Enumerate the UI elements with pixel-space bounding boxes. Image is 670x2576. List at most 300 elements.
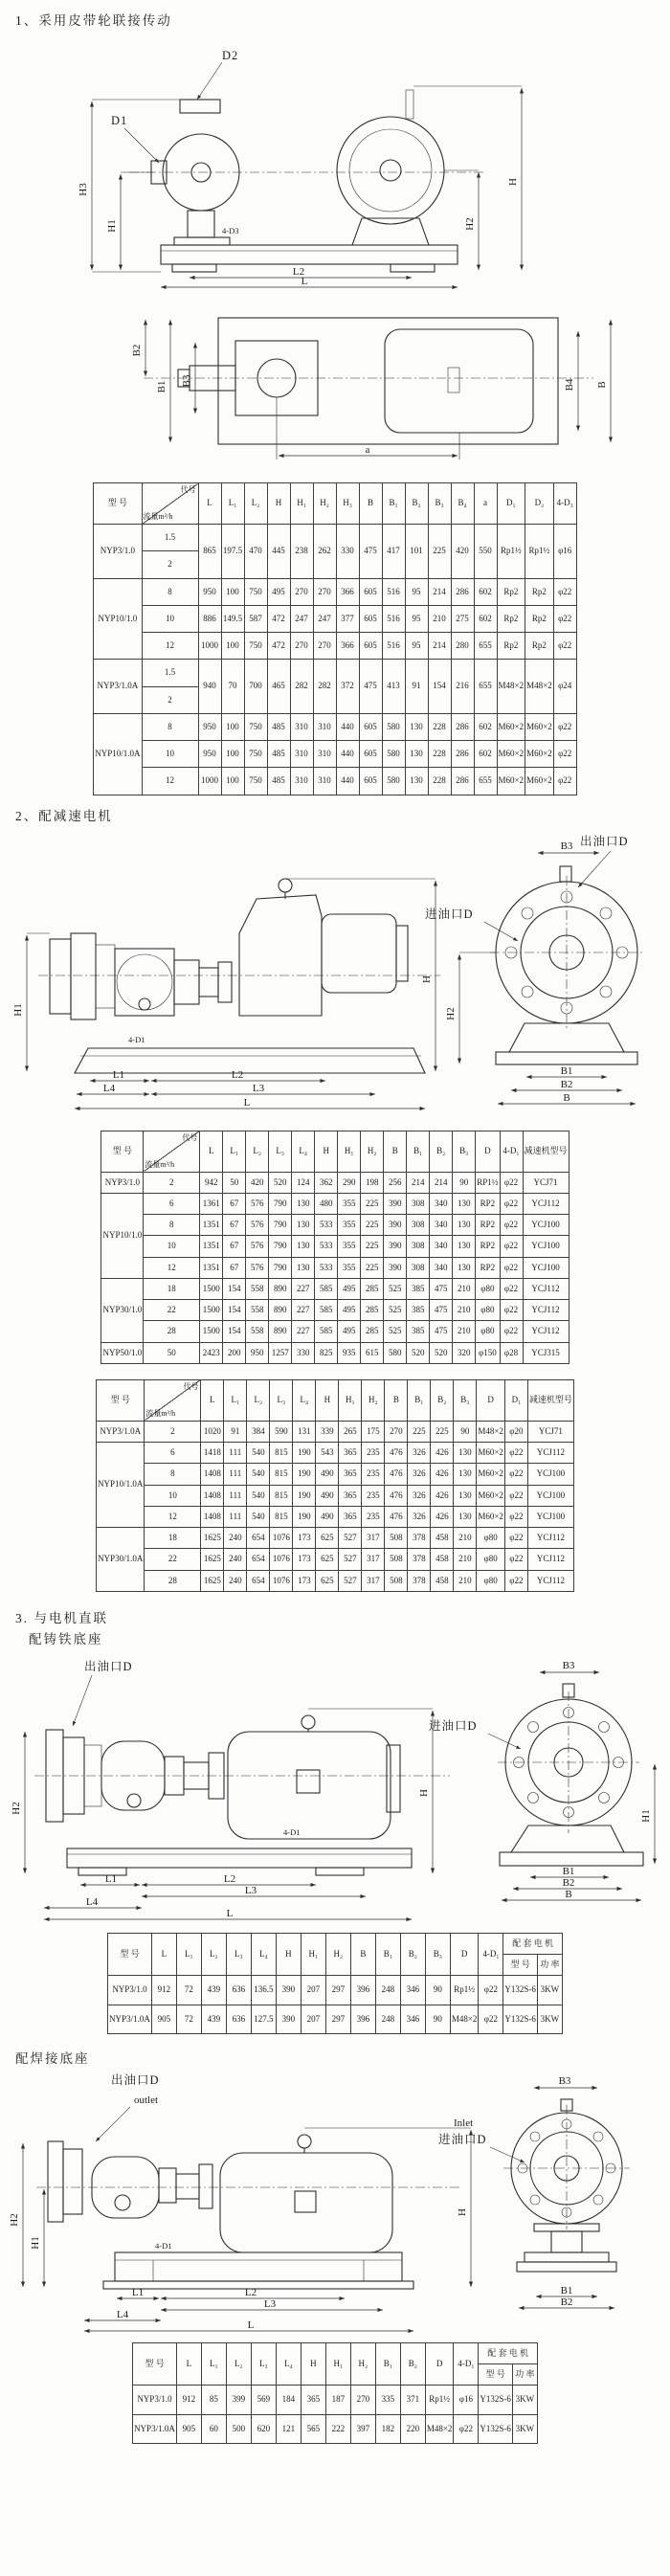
dim-label: H	[457, 2207, 468, 2216]
cell: 750	[244, 633, 267, 660]
model: NYP10/1.0A	[97, 1443, 145, 1528]
header-cell: H₁	[339, 1379, 362, 1421]
port-annotations	[429, 1718, 521, 1749]
header-cell: 减速机型号	[527, 1379, 573, 1421]
port-annotations	[438, 2117, 525, 2162]
cell: 270	[313, 633, 336, 660]
cell: 12	[142, 633, 198, 660]
cell: 154	[223, 1278, 246, 1299]
cell: 525	[384, 1300, 407, 1321]
header-cell: 4-D₃	[553, 483, 576, 525]
cell: 200	[223, 1342, 246, 1363]
cell: 270	[290, 578, 313, 605]
cell: 10	[145, 1485, 201, 1506]
cell: 100	[221, 633, 244, 660]
cell: 340	[430, 1193, 453, 1214]
cell: 90	[425, 1976, 450, 2005]
cell: 282	[313, 660, 336, 714]
table-row	[97, 1464, 574, 1485]
cell: φ22	[454, 2414, 479, 2443]
gear-reducer-motor	[239, 879, 408, 1016]
cell: 950	[198, 741, 221, 768]
cell: 130	[453, 1193, 476, 1214]
cell: Rp2	[525, 578, 554, 605]
cell: 540	[247, 1464, 270, 1485]
cell: 28	[145, 1570, 201, 1591]
cell: 70	[221, 660, 244, 714]
header-cell: 型 号	[479, 2364, 513, 2386]
cell: 286	[451, 713, 474, 740]
header-cell: B₁	[375, 1933, 400, 1976]
header-cell: L₂	[247, 1379, 270, 1421]
cell: 100	[221, 713, 244, 740]
cell: φ22	[504, 1506, 527, 1527]
cell: 439	[201, 1976, 226, 2005]
header-cell: B	[385, 1379, 408, 1421]
cell: 700	[244, 660, 267, 714]
table-row	[94, 633, 576, 660]
header-cell: L₁	[201, 2342, 226, 2386]
cell: 605	[359, 768, 382, 795]
model: NYP3/1.0A	[97, 1421, 145, 1442]
header-cell: B₂	[400, 2342, 425, 2386]
cell: 121	[276, 2414, 301, 2443]
cell: 225	[431, 1421, 454, 1442]
cell: φ22	[553, 741, 576, 768]
dim-label: B3	[560, 840, 573, 852]
cell: φ80	[476, 1300, 500, 1321]
header-cell: L₂	[244, 483, 267, 525]
header-cell: L₁	[221, 483, 244, 525]
cell: 550	[474, 525, 497, 579]
cell: 378	[408, 1570, 431, 1591]
welded-base-dimension-table	[132, 2342, 538, 2444]
diag-flow-label: 流量m³/h	[143, 512, 173, 521]
header-row	[94, 483, 576, 525]
cell: 227	[292, 1300, 315, 1321]
header-cell: H	[267, 483, 290, 525]
cell: φ24	[553, 660, 576, 714]
header-cell: L	[198, 483, 221, 525]
cell: 1408	[201, 1464, 224, 1485]
cell: 130	[454, 1464, 477, 1485]
dim-label: B2	[131, 344, 143, 357]
cell: 580	[382, 713, 405, 740]
cell: 173	[293, 1549, 316, 1570]
cell: 540	[247, 1443, 270, 1464]
cell: 214	[428, 578, 451, 605]
cell: 1.5	[142, 525, 198, 551]
base-plate	[67, 1848, 412, 1875]
cell: 390	[384, 1236, 407, 1257]
cell: M48×2	[425, 2414, 454, 2443]
model: NYP3/1.0	[101, 1172, 144, 1193]
cell: 67	[223, 1215, 246, 1236]
model: NYP3/1.0A	[133, 2414, 177, 2443]
cell: 18	[145, 1528, 201, 1549]
cell: 580	[382, 741, 405, 768]
cell: 655	[474, 660, 497, 714]
cell: 476	[385, 1485, 408, 1506]
cell: 935	[338, 1342, 361, 1363]
cell: 576	[246, 1215, 269, 1236]
cell: 1500	[200, 1321, 223, 1342]
holes-label: 4-D1	[155, 2240, 172, 2251]
cell: 130	[454, 1443, 477, 1464]
cell: 235	[362, 1485, 385, 1506]
outlet-label: 出油口D	[84, 1659, 133, 1673]
cell: 130	[292, 1215, 315, 1236]
cell: 1076	[270, 1549, 293, 1570]
cell: 355	[338, 1236, 361, 1257]
cell: 475	[359, 660, 382, 714]
cell: 60	[201, 2414, 226, 2443]
cell: 207	[301, 1976, 325, 2005]
cell: 1625	[201, 1549, 224, 1570]
table-row	[133, 2414, 538, 2443]
model: NYP10/1.0A	[94, 713, 142, 795]
cell: 355	[338, 1193, 361, 1214]
cell: 3KW	[512, 2414, 537, 2443]
cell: M60×2	[477, 1464, 505, 1485]
header-cell: B₁	[382, 483, 405, 525]
cell: 111	[224, 1443, 247, 1464]
table-row	[108, 1976, 563, 2005]
cell: 384	[247, 1421, 270, 1442]
header-cell: L₁	[176, 1933, 201, 1976]
cell: 585	[315, 1321, 338, 1342]
cell: Rp1½	[450, 1976, 479, 2005]
cell: 1351	[200, 1236, 223, 1257]
inlet-label: 进油口D	[429, 1718, 478, 1733]
cell: 247	[313, 605, 336, 632]
cell: 390	[276, 2005, 301, 2033]
cell: 235	[362, 1506, 385, 1527]
dim-label: B	[565, 1888, 572, 1900]
cell: 602	[474, 713, 497, 740]
cell: 326	[408, 1443, 431, 1464]
cell: 377	[336, 605, 359, 632]
dimension-lines	[12, 879, 436, 1109]
cell: 420	[246, 1172, 269, 1193]
dim-label: H1	[12, 1002, 24, 1017]
holes-label: 4-D1	[128, 1034, 145, 1044]
header-cell: B₃	[454, 1379, 477, 1421]
cell: 520	[269, 1172, 292, 1193]
table-row	[101, 1193, 569, 1214]
cell: YCJ112	[523, 1321, 569, 1342]
drawing-welded-base-views	[0, 2069, 670, 2333]
table-row	[133, 2386, 538, 2414]
cell: 198	[361, 1172, 384, 1193]
header-cell: H	[316, 1379, 339, 1421]
cell: 248	[375, 2005, 400, 2033]
cell: 1.5	[142, 660, 198, 686]
cell: 190	[293, 1506, 316, 1527]
header-cell: L₃	[270, 1379, 293, 1421]
cell: 485	[267, 768, 290, 795]
cell: 22	[145, 1549, 201, 1570]
catalog-page	[0, 10, 670, 2576]
cell: 8	[144, 1215, 200, 1236]
cell: φ22	[504, 1464, 527, 1485]
cell: 440	[336, 741, 359, 768]
outlet-label-cn: 出油口D	[111, 2072, 160, 2087]
model: NYP3/1.0A	[94, 660, 142, 714]
cell: 285	[361, 1278, 384, 1299]
cell: 355	[338, 1215, 361, 1236]
holes-label: 4-D1	[283, 1826, 301, 1837]
cell: M48×2	[497, 660, 525, 714]
cell: 270	[290, 633, 313, 660]
drawing-belt-drive-top-view	[0, 291, 670, 473]
cell: 270	[313, 578, 336, 605]
cell: φ22	[553, 768, 576, 795]
cell: 413	[382, 660, 405, 714]
cell: 10	[142, 741, 198, 768]
dim-label: B1	[560, 2284, 573, 2296]
cell: 2	[142, 686, 198, 713]
cell: φ22	[479, 2005, 503, 2033]
header-cell: 配 套 电 机	[503, 1933, 563, 1954]
cell: Rp1½	[497, 525, 525, 579]
cell: 476	[385, 1464, 408, 1485]
cell: φ80	[476, 1278, 500, 1299]
cell: 605	[359, 741, 382, 768]
dim-label: D1	[111, 114, 128, 127]
cell: 28	[144, 1321, 200, 1342]
cell: 654	[247, 1570, 270, 1591]
cell: 508	[385, 1570, 408, 1591]
cell: 95	[405, 578, 428, 605]
cell: 485	[267, 741, 290, 768]
table-row	[101, 1278, 569, 1299]
header-cell: 减速机型号	[523, 1131, 569, 1172]
cell: 365	[339, 1506, 362, 1527]
plan-outline	[178, 318, 558, 444]
cell: φ22	[553, 578, 576, 605]
header-cell: D	[450, 1933, 479, 1976]
cell: 495	[338, 1321, 361, 1342]
dim-label: L	[247, 2318, 255, 2331]
cell: φ16	[454, 2386, 479, 2414]
cell: 371	[400, 2386, 425, 2414]
dim-label: H1	[106, 219, 118, 233]
cell: φ80	[477, 1528, 505, 1549]
cell: 590	[270, 1421, 293, 1442]
section-4-title: 配焊接底座	[15, 2050, 90, 2066]
cell: M60×2	[497, 713, 525, 740]
cell: YCJ100	[523, 1215, 569, 1236]
model: NYP3/1.0A	[108, 2005, 152, 2033]
cell: 750	[244, 768, 267, 795]
model: NYP3/1.0	[108, 1976, 152, 2005]
header-cell: D₁	[497, 483, 525, 525]
dim-label: H2	[9, 2213, 20, 2227]
cell: 472	[267, 605, 290, 632]
cell: 50	[223, 1172, 246, 1193]
dim-label: L4	[116, 2308, 129, 2320]
header-cell: D	[425, 2342, 454, 2386]
cell: 149.5	[221, 605, 244, 632]
cell: M60×2	[477, 1506, 505, 1527]
cell: 912	[176, 2386, 201, 2414]
cell: 101	[405, 525, 428, 579]
cell: 18	[144, 1278, 200, 1299]
cell: 1625	[201, 1528, 224, 1549]
header-cell: H₃	[336, 483, 359, 525]
cell: 12	[142, 768, 198, 795]
dim-label: B	[563, 1091, 570, 1104]
end-view-dimensions	[502, 1660, 655, 1900]
cell: 310	[313, 768, 336, 795]
cell: 950	[198, 578, 221, 605]
cell: 330	[292, 1342, 315, 1363]
cell: 290	[338, 1172, 361, 1193]
dim-label: H2	[464, 217, 476, 231]
cell: 111	[224, 1485, 247, 1506]
cell: 439	[201, 2005, 226, 2033]
table-row	[94, 768, 576, 795]
cell: 815	[270, 1506, 293, 1527]
section-3-title-line2: 配铸铁底座	[29, 1631, 103, 1646]
dim-label: H2	[445, 1006, 457, 1020]
cell: M48×2	[525, 660, 554, 714]
cell: Y132S-6	[479, 2386, 513, 2414]
cell: 815	[270, 1464, 293, 1485]
cell: Rp1½	[425, 2386, 454, 2414]
header-cell: L₂	[226, 2342, 251, 2386]
cell: 940	[198, 660, 221, 714]
cell: φ22	[504, 1570, 527, 1591]
cell: 310	[290, 768, 313, 795]
cell: Rp2	[497, 605, 525, 632]
cell: 495	[338, 1278, 361, 1299]
cell: M60×2	[525, 768, 554, 795]
header-cell: 配 套 电 机	[479, 2342, 538, 2363]
dim-label: L	[301, 276, 308, 287]
cell: 240	[224, 1528, 247, 1549]
header-cell: B	[350, 1933, 375, 1976]
cell: 130	[292, 1257, 315, 1278]
cell: φ80	[476, 1321, 500, 1342]
cell: 72	[176, 1976, 201, 2005]
header-cell: H₂	[325, 1933, 350, 1976]
drawing-direct-coupled-views	[0, 1649, 670, 1923]
model: NYP30/1.0	[101, 1278, 144, 1342]
cell: M60×2	[477, 1443, 505, 1464]
header-cell: B₄	[451, 483, 474, 525]
dim-label: L1	[112, 1068, 125, 1081]
cell: YCJ112	[527, 1443, 573, 1464]
cell: 154	[223, 1321, 246, 1342]
model: NYP30/1.0A	[97, 1528, 145, 1592]
cell: 605	[359, 713, 382, 740]
cell: 317	[362, 1549, 385, 1570]
cell: 3KW	[537, 1976, 562, 2005]
cell: YCJ100	[523, 1257, 569, 1278]
base-plate	[161, 245, 458, 272]
cell: 620	[251, 2414, 276, 2443]
cell: 12	[144, 1257, 200, 1278]
cell: 950	[246, 1342, 269, 1363]
cell: φ22	[504, 1528, 527, 1549]
cell: 154	[223, 1300, 246, 1321]
header-cell: L	[201, 1379, 224, 1421]
gear-motor-a-dimension-table	[96, 1379, 574, 1592]
cell: 942	[200, 1172, 223, 1193]
cell: 326	[408, 1464, 431, 1485]
header-cell: 4-D₁	[454, 2342, 479, 2386]
cell: YCJ112	[527, 1549, 573, 1570]
motor	[220, 2135, 392, 2252]
cell: 565	[301, 2414, 325, 2443]
cell: 308	[407, 1193, 430, 1214]
cell: 335	[375, 2386, 400, 2414]
cell: 214	[428, 633, 451, 660]
cell: 6	[144, 1193, 200, 1214]
belt-drive-dimension-table	[93, 482, 576, 795]
header-cell: 4-D₁	[479, 1933, 503, 1976]
cell: 67	[223, 1236, 246, 1257]
cell: 417	[382, 525, 405, 579]
welded-base	[103, 2252, 413, 2289]
cell: 222	[325, 2414, 350, 2443]
cell: 790	[269, 1193, 292, 1214]
section-1-title: 1、采用皮带轮联接传动	[15, 13, 172, 28]
cell: YCJ100	[527, 1506, 573, 1527]
cell: 605	[359, 578, 382, 605]
model: NYP3/1.0	[94, 525, 142, 579]
cell: 210	[454, 1570, 477, 1591]
cell: Rp2	[525, 633, 554, 660]
cell: 950	[198, 713, 221, 740]
cell: 527	[339, 1570, 362, 1591]
cell: 385	[407, 1300, 430, 1321]
cell: 275	[451, 605, 474, 632]
dimension-lines	[9, 2128, 471, 2331]
cell: φ22	[500, 1236, 523, 1257]
cell: Rp2	[497, 578, 525, 605]
cell: YCJ100	[527, 1464, 573, 1485]
cell: 476	[385, 1443, 408, 1464]
cell: 1351	[200, 1257, 223, 1278]
cell: 130	[453, 1257, 476, 1278]
dim-label: D2	[222, 49, 239, 62]
cell: 326	[408, 1506, 431, 1527]
cell: 210	[453, 1278, 476, 1299]
pump-assembly	[50, 933, 232, 1019]
cell: 485	[267, 713, 290, 740]
cell: 366	[336, 633, 359, 660]
cell: M60×2	[497, 741, 525, 768]
header-cell: H₁	[325, 2342, 350, 2386]
table-row	[101, 1172, 569, 1193]
cell: 90	[454, 1421, 477, 1442]
table-row	[94, 605, 576, 632]
cell: 495	[338, 1300, 361, 1321]
header-row	[108, 1933, 563, 1954]
cell: 190	[293, 1464, 316, 1485]
cell: 654	[247, 1549, 270, 1570]
cell: 576	[246, 1193, 269, 1214]
cell: φ22	[500, 1215, 523, 1236]
base-plate	[75, 1048, 425, 1073]
cell: YCJ315	[523, 1342, 569, 1363]
cell: YCJ100	[527, 1485, 573, 1506]
cell: 355	[338, 1257, 361, 1278]
header-cell: L	[176, 2342, 201, 2386]
